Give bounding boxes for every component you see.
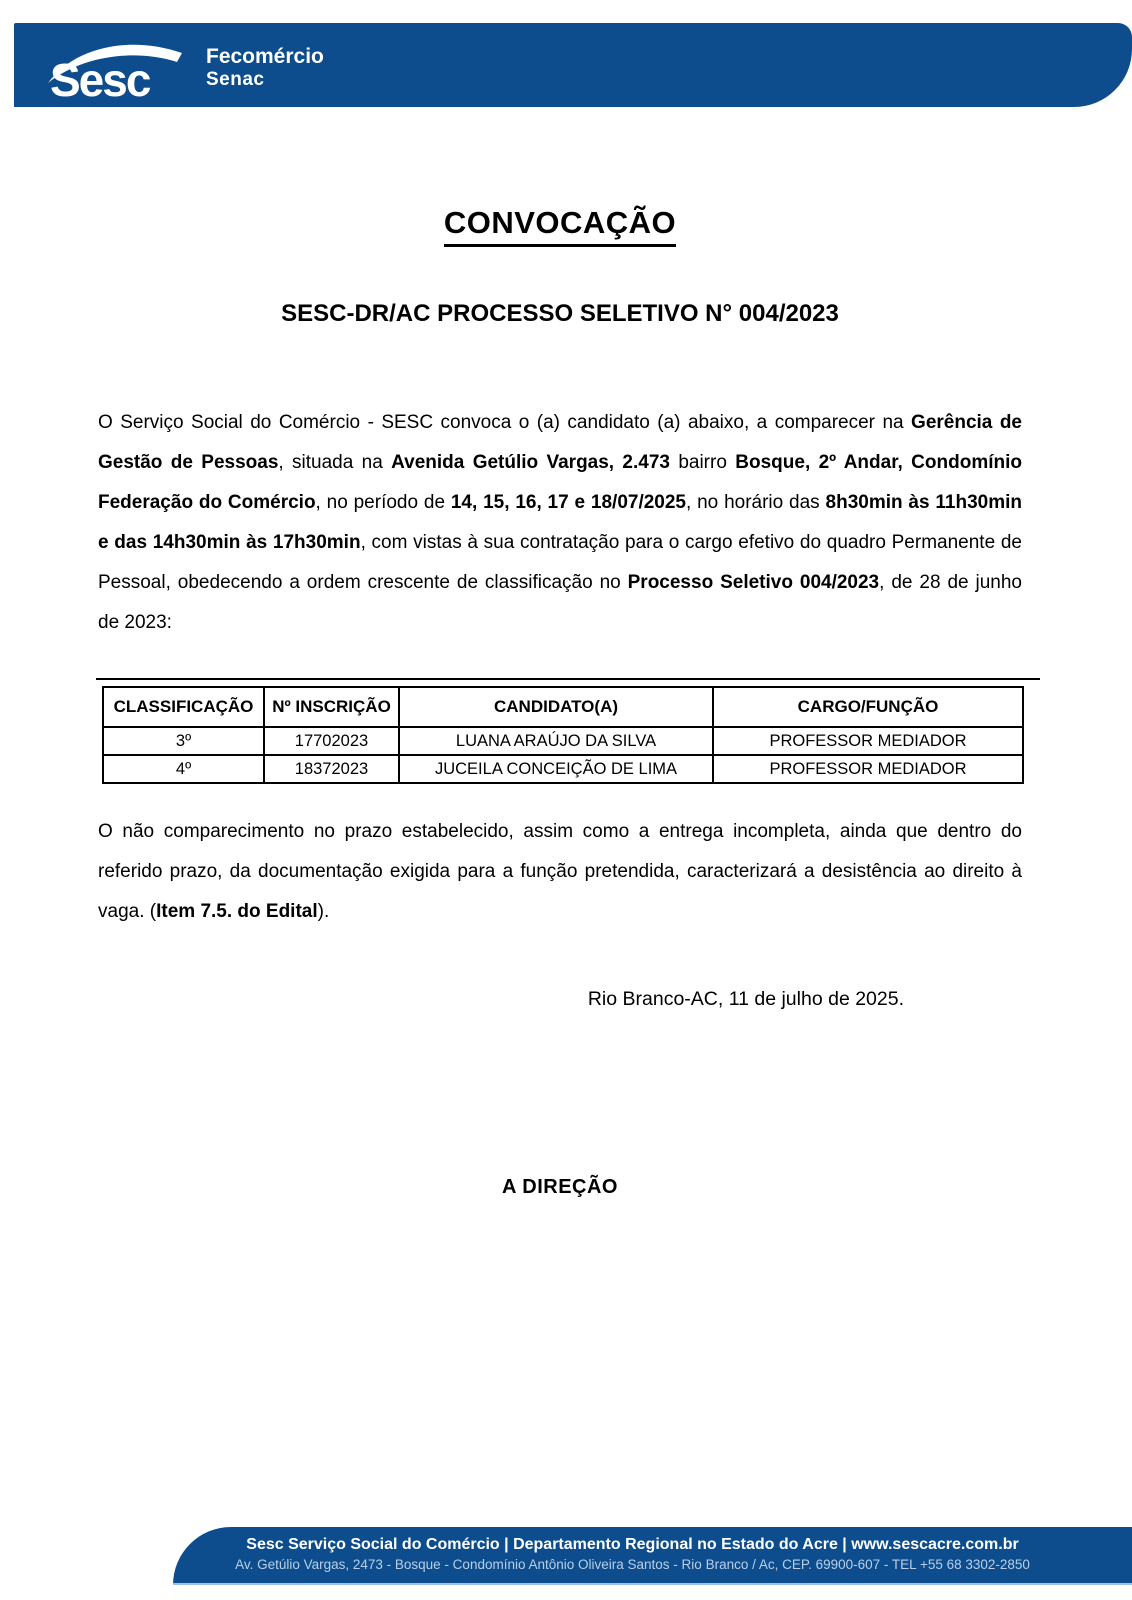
document-subtitle: SESC-DR/AC PROCESSO SELETIVO N° 004/2023 (281, 300, 839, 327)
table-header-cell: CLASSIFICAÇÃO (103, 687, 264, 727)
signature: A DIREÇÃO (502, 1176, 618, 1198)
table-cell: PROFESSOR MEDIADOR (713, 755, 1023, 783)
date-line: Rio Branco-AC, 11 de julho de 2025. (587, 988, 904, 1010)
text-run: bairro (669, 452, 736, 473)
text-run: ). (317, 901, 330, 922)
senac-logo-text: Senac (206, 69, 265, 91)
table-cell: 4º (103, 755, 264, 783)
table-row (103, 755, 1023, 783)
bold-text-run: 14, 15, 16, 17 e 18/07/2025 (450, 492, 687, 513)
bold-text-run: Item 7.5. do Edital (156, 901, 318, 922)
sesc-wordmark (42, 27, 194, 106)
text-run: , de 28 de junho de 2023: (98, 572, 1022, 633)
table-header-cell: CARGO/FUNÇÃO (713, 687, 1023, 727)
footer-banner (173, 1527, 1132, 1585)
table-cell: 3º (103, 727, 264, 755)
document-title-wrap (98, 204, 1022, 247)
table-cell: PROFESSOR MEDIADOR (713, 727, 1023, 755)
text-run: , situada na (278, 452, 392, 473)
text-run: , com vistas à sua contratação para o cargo efetivo do quadro Permanente de Pessoal, obedecendo a ordem crescente de classificação no (98, 532, 1022, 593)
header-banner (14, 23, 1132, 107)
text-run: O não comparecimento no prazo estabelecido, assim como a entrega incompleta, ainda que dentro do referido prazo, da documentação exigida para a função pretendida, caracterizará a desistência ao direito à vaga. ( (98, 821, 1022, 922)
text-run: O Serviço Social do Comércio - SESC convoca o (a) candidato (a) abaixo, a comparecer na (98, 412, 912, 433)
bold-text-run: 8h30min às 11h30min e das 14h30min às 17h30min (98, 492, 1022, 553)
sesc-fecomercio-logo (42, 27, 324, 106)
bold-text-run: Gerência de Gestão de Pessoas (98, 412, 1022, 473)
table-header-cell: CANDIDATO(A) (399, 687, 713, 727)
table-cell: JUCEILA CONCEIÇÃO DE LIMA (399, 755, 713, 783)
table-header-row (103, 687, 1023, 727)
footer-primary-line: Sesc Serviço Social do Comércio | Departamento Regional no Estado do Acre | www.sescacre.com.br (246, 1536, 1019, 1553)
table-cell: 18372023 (264, 755, 399, 783)
table-body (103, 727, 1023, 783)
fecomercio-logo-text: Fecomércio (206, 45, 324, 69)
bold-text-run: Avenida Getúlio Vargas, 2.473 (391, 452, 670, 473)
bold-text-run: Bosque, 2º Andar, Condomínio Federação do Comércio (98, 452, 1022, 513)
body-paragraph-2 (98, 812, 1022, 932)
table-cell: LUANA ARAÚJO DA SILVA (399, 727, 713, 755)
candidates-table (102, 686, 1024, 784)
text-run: , no horário das (686, 492, 826, 513)
bold-text-run: Processo Seletivo 004/2023 (627, 572, 880, 593)
table-cell: 17702023 (264, 727, 399, 755)
fecomercio-senac-block (206, 45, 324, 101)
footer-secondary-line: Av. Getúlio Vargas, 2473 - Bosque - Condomínio Antônio Oliveira Santos - Rio Branco / Ac, CEP. 69900-607 - TEL +55 68 3302-2850 (235, 1557, 1030, 1572)
table-top-rule (96, 678, 1040, 680)
table-row (103, 727, 1023, 755)
document-title: CONVOCAÇÃO (444, 205, 676, 247)
table-header-cell: Nº INSCRIÇÃO (264, 687, 399, 727)
text-run: , no período de (315, 492, 451, 513)
body-paragraph-1 (98, 403, 1022, 643)
sesc-logo-text: Sesc (50, 54, 150, 106)
